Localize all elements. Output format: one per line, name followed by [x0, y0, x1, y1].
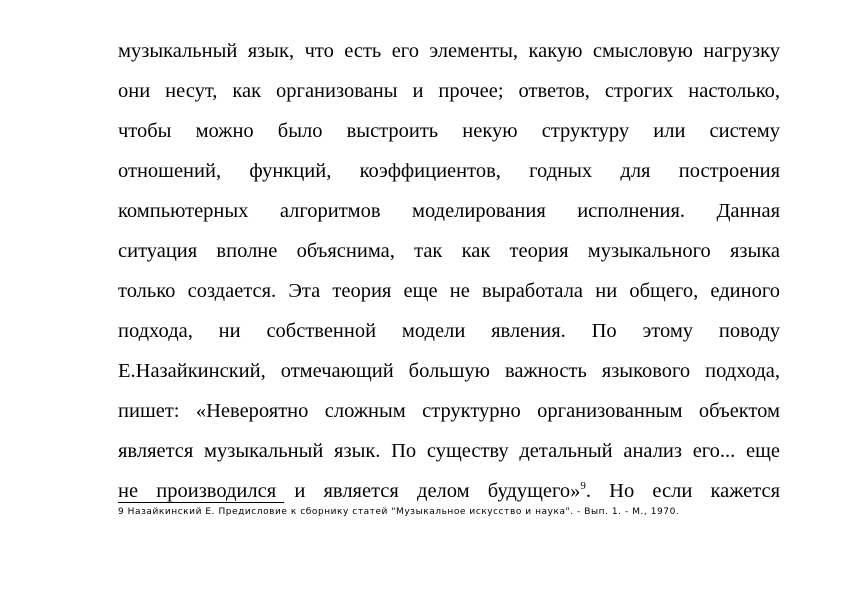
text-line-3: чтобы можно было выстроить некую структуру или систему: [118, 120, 780, 142]
text-line-9: Е.Назайкинский, отмечающий большую важность языкового подхода,: [118, 360, 780, 382]
text-line-4: отношений, функций, коэффициентов, годных для построения: [118, 160, 780, 182]
text-line-7: только создается. Эта теория еще не выработала ни общего, единого: [118, 280, 780, 302]
text-line-11: является музыкальный язык. По существу детальный анализ его... еще: [118, 440, 780, 462]
body-text: [118, 31, 780, 511]
text-line-8: подхода, ни собственной модели явления. По этому поводу: [118, 320, 780, 342]
text-line-10: пишет: «Невероятно сложным структурно организованным объектом: [118, 400, 780, 422]
text-line-12-start: не производился и является делом будущего»: [118, 480, 581, 502]
text-line-6: ситуация вполне объяснима, так как теория музыкального языка: [118, 240, 780, 262]
text-line-5: компьютерных алгоритмов моделирования исполнения. Данная: [118, 200, 780, 222]
text-line-12: [118, 471, 780, 511]
text-line-12-end: . Но если кажется: [585, 480, 780, 502]
text-line-2: они несут, как организованы и прочее; ответов, строгих настолько,: [118, 80, 780, 102]
footnote: 9 Назайкинский Е. Предисловие к сборнику статей "Музыкальное искусство и наука". - Вып. 1. - М., 1970.: [118, 507, 680, 517]
footnote-reference[interactable]: 9: [580, 480, 586, 493]
text-line-1: музыкальный язык, что есть его элементы, какую смысловую нагрузку: [118, 40, 780, 62]
footnote-separator: [118, 502, 284, 503]
